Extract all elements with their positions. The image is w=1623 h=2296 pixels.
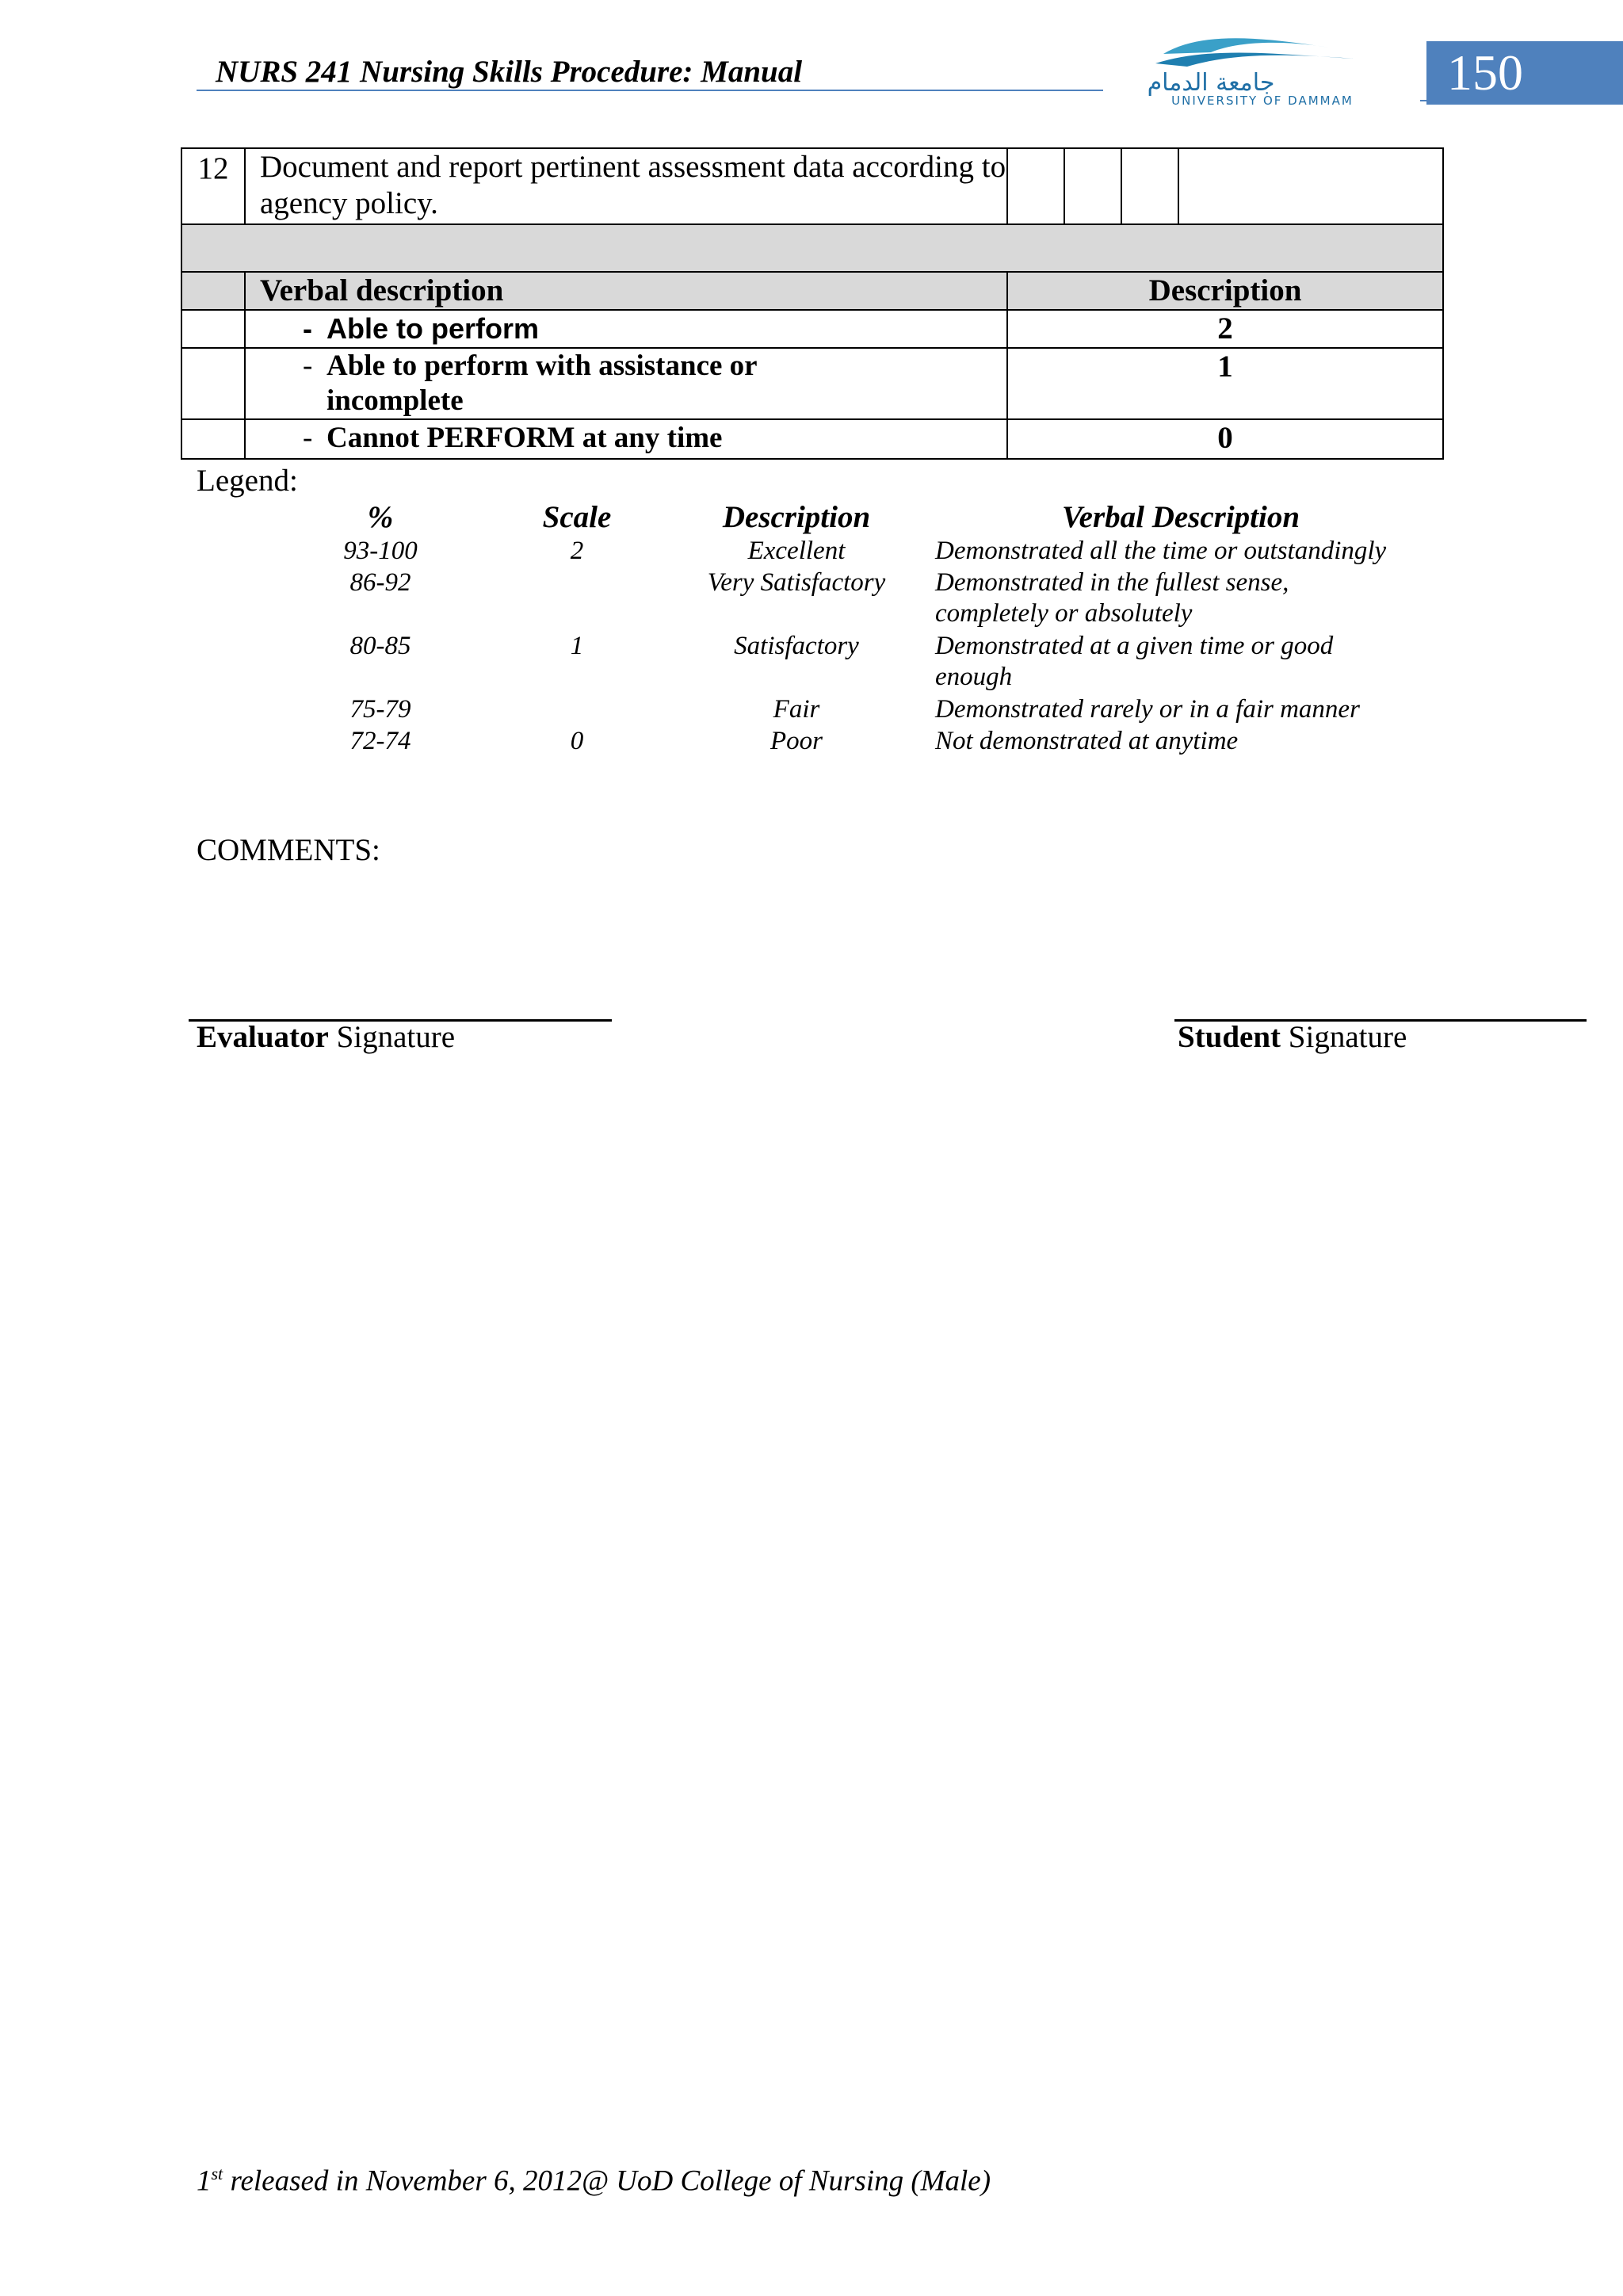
- evaluator-label: Evaluator: [197, 1020, 329, 1054]
- checklist-table: [181, 147, 1444, 460]
- scale-row: [181, 348, 1443, 419]
- scale-row: [181, 419, 1443, 459]
- check-cell: [1007, 148, 1064, 224]
- legend-description: Very Satisfactory: [707, 568, 886, 597]
- legend-percent: 80-85: [349, 632, 411, 660]
- scale-value: 2: [1007, 310, 1443, 348]
- footer-ordinal-suffix: st: [211, 2164, 223, 2183]
- legend-scale: 2: [570, 537, 584, 565]
- student-label: Student: [1178, 1020, 1281, 1054]
- legend-verbal: Demonstrated at a given time or good enough: [935, 632, 1334, 691]
- legend-scale: 0: [570, 727, 584, 755]
- dash: -: [303, 312, 312, 345]
- description-header: Description: [1007, 272, 1443, 310]
- scale-row: [181, 310, 1443, 348]
- scale-header-row: [181, 272, 1443, 310]
- dash: -: [303, 422, 313, 454]
- legend-verbal: Not demonstrated at anytime: [935, 727, 1239, 755]
- legend-header-percent: %: [367, 500, 394, 534]
- logo-arabic-text: جامعة الدمام: [1147, 69, 1275, 97]
- logo-english-text: UNIVERSITY OF DAMMAM: [1171, 94, 1354, 108]
- legend-header-scale: Scale: [542, 500, 612, 534]
- blank-cell: [181, 272, 245, 310]
- blank-cell: [181, 310, 245, 348]
- scale-value: 0: [1007, 419, 1443, 459]
- legend-header-description: Description: [722, 500, 871, 534]
- signature-word: Signature: [1288, 1020, 1407, 1054]
- verbal-description-header: Verbal description: [245, 272, 1007, 310]
- item-number: 12: [181, 148, 245, 224]
- university-logo: [1132, 30, 1393, 109]
- legend-percent: 93-100: [343, 537, 418, 565]
- student-signature-label: [1178, 1019, 1407, 1055]
- check-cell: [1064, 148, 1121, 224]
- checklist-row: [181, 148, 1443, 224]
- legend-description: Excellent: [747, 537, 846, 565]
- item-text: Document and report pertinent assessment data according to agency policy.: [245, 148, 1007, 224]
- legend-verbal: Demonstrated all the time or outstandingly: [935, 537, 1387, 565]
- separator-cell: [181, 224, 1443, 272]
- legend-verbal: Demonstrated in the fullest sense, completely or absolutely: [935, 568, 1289, 628]
- legend-header-verbal: Verbal Description: [1061, 500, 1300, 534]
- legend-label: Legend:: [197, 464, 298, 498]
- wave-logo-icon: [1132, 30, 1393, 109]
- separator-row: [181, 224, 1443, 272]
- legend-description: Satisfactory: [734, 632, 859, 660]
- scale-label: Able to perform with assistance or incomplete: [327, 350, 757, 417]
- legend-percent: 86-92: [349, 568, 411, 597]
- footer-ordinal: 1: [197, 2164, 212, 2198]
- remarks-cell: [1178, 148, 1443, 224]
- blank-cell: [181, 419, 245, 459]
- signature-word: Signature: [336, 1020, 456, 1054]
- blank-cell: [181, 348, 245, 419]
- comments-label: COMMENTS:: [197, 833, 380, 867]
- legend-percent: 75-79: [349, 695, 411, 724]
- dash: -: [303, 350, 313, 382]
- legend-description: Fair: [773, 695, 820, 724]
- legend-percent: 72-74: [349, 727, 411, 755]
- document-title: NURS 241 Nursing Skills Procedure: Manual: [216, 55, 803, 89]
- scale-label: Able to perform: [327, 312, 540, 345]
- legend-verbal: Demonstrated rarely or in a fair manner: [935, 695, 1360, 724]
- legend-scale: 1: [570, 632, 584, 660]
- evaluator-signature-label: [197, 1019, 455, 1055]
- legend-description: Poor: [770, 727, 823, 755]
- header-rule: [197, 90, 1103, 91]
- check-cell: [1121, 148, 1178, 224]
- footer-text: released in November 6, 2012@ UoD College of Nursing (Male): [230, 2164, 991, 2198]
- footer-release-note: [197, 2164, 991, 2198]
- scale-value: 1: [1007, 348, 1443, 419]
- scale-label: Cannot PERFORM at any time: [327, 422, 723, 454]
- page-number: 150: [1447, 44, 1523, 101]
